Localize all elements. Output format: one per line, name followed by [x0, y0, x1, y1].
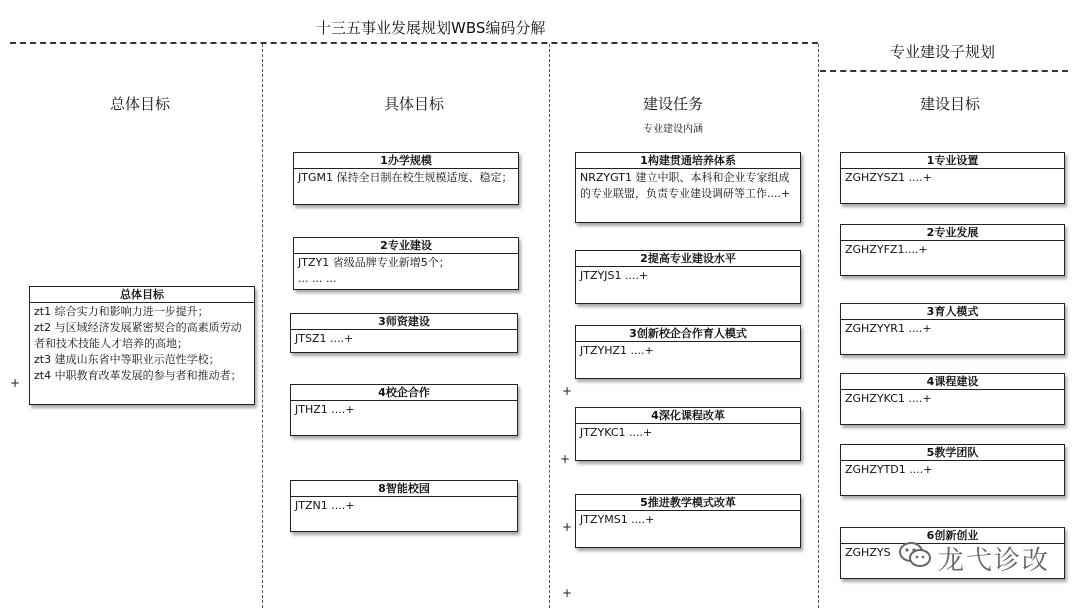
column-title-overall: 总体目标 — [109, 95, 170, 113]
expand-plus[interactable]: + — [10, 376, 21, 390]
column-subtitle-tasks: 专业建设内涵 — [643, 124, 703, 135]
box-body: JTHZ1 ....+ — [295, 403, 355, 416]
task-box — [575, 250, 801, 304]
column-title-goals: 建设目标 — [919, 95, 980, 113]
task-box — [575, 152, 801, 223]
box-title: 1构建贯通培养体系 — [576, 153, 800, 169]
box-title: 总体目标 — [30, 287, 254, 303]
goal-line: zt4 中职教育改革发展的参与者和推动者； — [34, 369, 242, 382]
box-body — [294, 254, 518, 288]
watermark-text: 龙弋诊改 — [937, 546, 1050, 576]
specific-goal-box — [293, 152, 519, 205]
column-divider-2 — [549, 44, 550, 608]
sub-title: 专业建设子规划 — [890, 43, 996, 61]
column-divider-3 — [818, 44, 819, 608]
box-title: 5推进教学模式改革 — [576, 495, 800, 511]
box-body: ZGHZYFZ1....+ — [845, 243, 928, 256]
box-body: ZGHZYSZ1 ....+ — [845, 171, 932, 184]
box-title: 5教学团队 — [841, 445, 1064, 461]
overall-goal-box — [29, 286, 255, 405]
task-box — [575, 494, 801, 548]
expand-plus[interactable]: + — [560, 452, 571, 466]
box-body — [30, 303, 254, 385]
right-top-divider — [820, 70, 1068, 72]
box-body: JTSZ1 ....+ — [295, 332, 354, 345]
box-body: ZGHZYTD1 ....+ — [845, 463, 933, 476]
goal-box — [840, 152, 1065, 204]
box-body: ZGHZYYR1 ....+ — [845, 322, 932, 335]
box-title: 3师资建设 — [291, 314, 517, 330]
box-title: 1专业设置 — [841, 153, 1064, 169]
box-body: JTZYMS1 ....+ — [580, 513, 655, 526]
goal-box — [840, 224, 1065, 276]
box-line: JTZY1 省级品牌专业新增5个； — [298, 256, 450, 269]
box-title: 2专业建设 — [294, 238, 518, 254]
box-title: 4校企合作 — [291, 385, 517, 401]
goal-box — [840, 444, 1065, 496]
box-title: 1办学规模 — [294, 153, 518, 169]
goal-line: zt1 综合实力和影响力进一步提升； — [34, 305, 209, 318]
box-title: 2专业发展 — [841, 225, 1064, 241]
specific-goal-box — [290, 384, 518, 436]
box-title: 3创新校企合作育人模式 — [576, 326, 800, 342]
box-title: 4深化课程改革 — [576, 408, 800, 424]
wechat-icon — [898, 540, 938, 577]
box-body: JTGM1 保持全日制在校生规模适度、稳定； — [298, 171, 513, 184]
box-line: ... ... ... — [298, 272, 337, 285]
expand-plus[interactable]: + — [562, 586, 573, 600]
task-box — [575, 407, 801, 461]
box-body: ZGHZYKC1 ....+ — [845, 392, 932, 405]
expand-plus[interactable]: + — [562, 384, 573, 398]
box-title: 4课程建设 — [841, 374, 1064, 390]
specific-goal-box — [290, 480, 518, 532]
column-title-specific: 具体目标 — [383, 95, 444, 113]
top-divider — [10, 42, 818, 44]
box-body: JTZYKC1 ....+ — [580, 426, 653, 439]
goal-line: zt2 与区域经济发展紧密契合的高素质劳动者和技术技能人才培养的高地； — [34, 321, 242, 350]
box-title: 3育人模式 — [841, 304, 1064, 320]
goal-box — [840, 303, 1065, 355]
watermark — [898, 540, 1050, 577]
task-box — [575, 325, 801, 379]
goal-line: zt3 建成山东省中等职业示范性学校； — [34, 353, 220, 366]
box-title: 2提高专业建设水平 — [576, 251, 800, 267]
box-body: ZGHZYS — [845, 546, 891, 559]
box-body: JTZYJS1 ....+ — [580, 269, 649, 282]
box-title: 6创新创业 — [841, 528, 1064, 544]
column-divider-1 — [262, 44, 263, 608]
goal-box — [840, 373, 1065, 425]
box-body: NRZYGT1 建立中职、本科和企业专家组成的专业联盟，负责专业建设调研等工作....+ — [580, 171, 791, 200]
specific-goal-box — [290, 313, 518, 353]
box-body: JTZYHZ1 ....+ — [580, 344, 654, 357]
column-title-tasks: 建设任务 — [642, 95, 703, 113]
main-title: 十三五事业发展规划WBS编码分解 — [316, 19, 546, 37]
box-title: 8智能校园 — [291, 481, 517, 497]
expand-plus[interactable]: + — [562, 520, 573, 534]
specific-goal-box — [293, 237, 519, 290]
box-body: JTZN1 ....+ — [295, 499, 355, 512]
